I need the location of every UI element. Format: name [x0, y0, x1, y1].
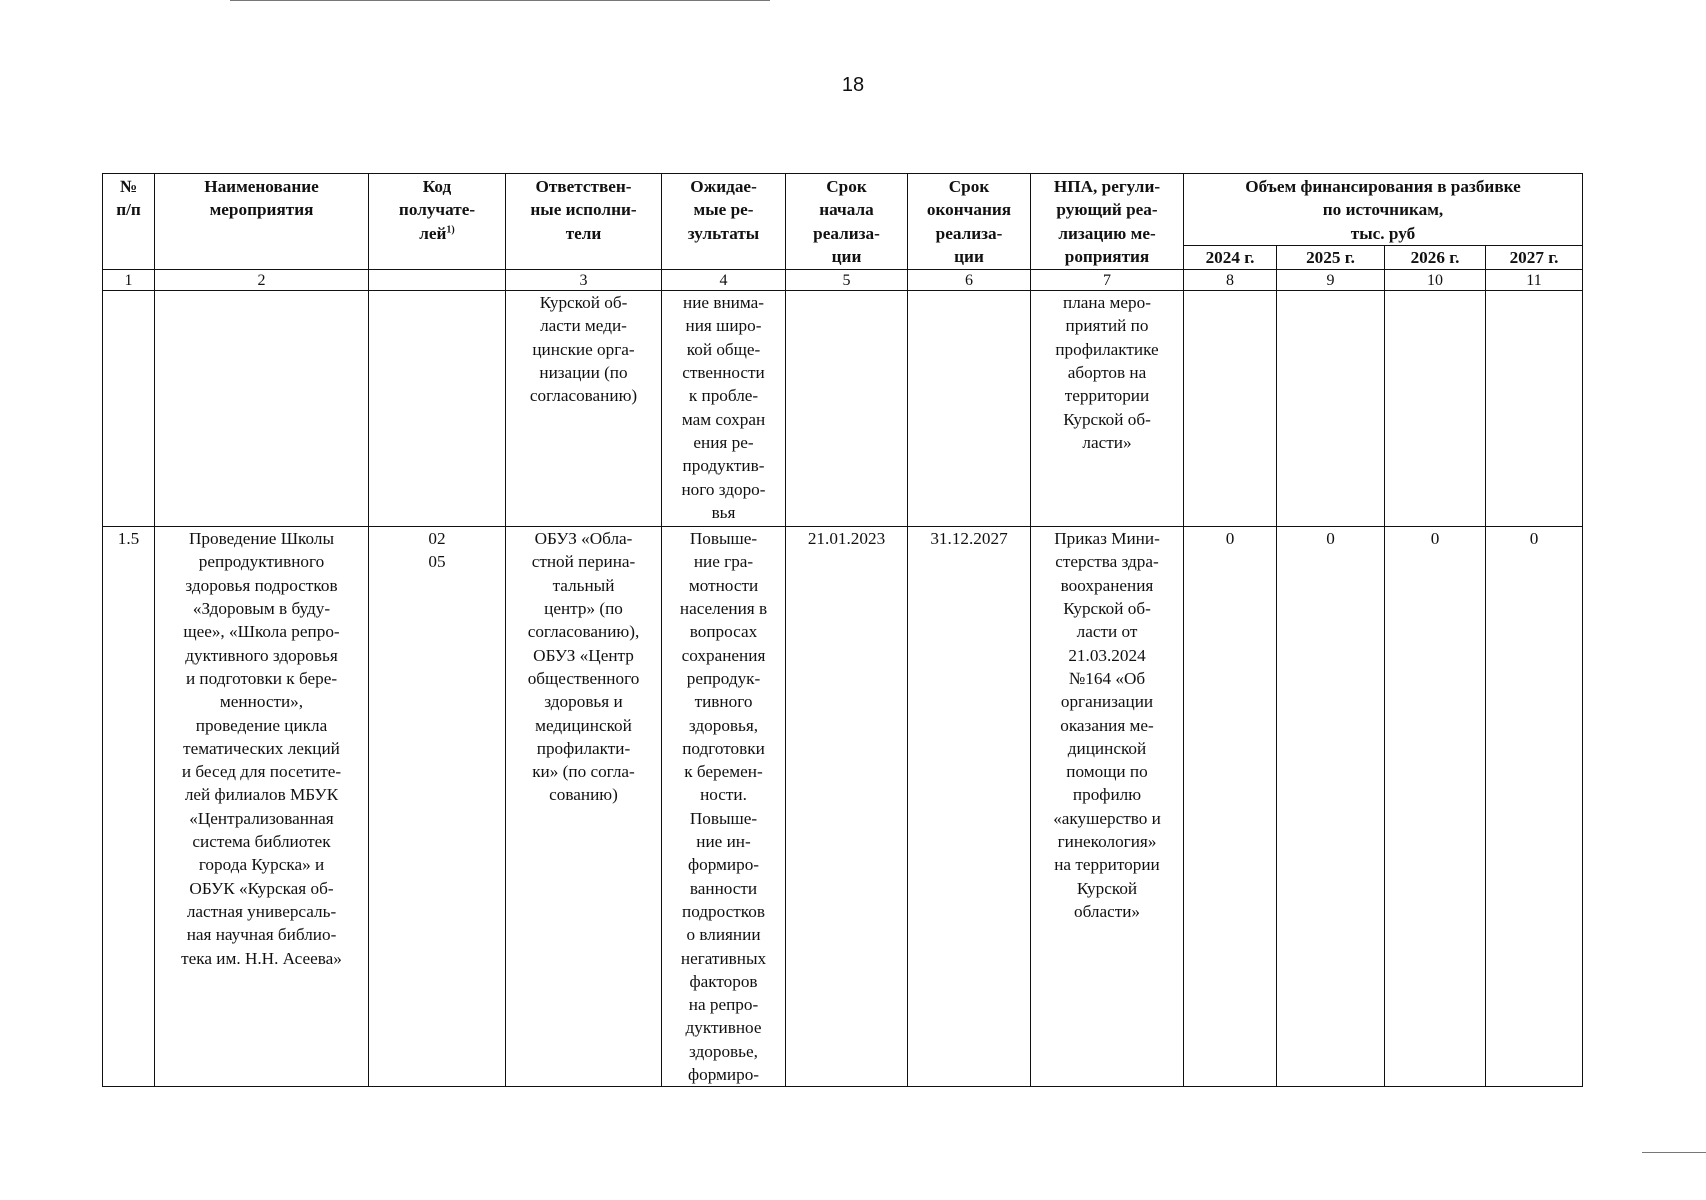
header-code-footnote: 1)	[446, 223, 455, 235]
header-year: 2027 г.	[1486, 245, 1583, 269]
scan-edge-line	[1642, 1152, 1706, 1153]
column-number: 6	[908, 270, 1031, 291]
activities-table	[102, 173, 1583, 1087]
column-number: 10	[1385, 270, 1486, 291]
header-start: Срок начала реализа- ции	[786, 174, 908, 270]
cell-finance: 0	[1184, 527, 1277, 1087]
cell-code	[369, 291, 506, 527]
column-number: 9	[1277, 270, 1385, 291]
header-year: 2024 г.	[1184, 245, 1277, 269]
cell-finance: 0	[1385, 527, 1486, 1087]
column-number: 8	[1184, 270, 1277, 291]
header-responsible: Ответствен- ные исполни- тели	[506, 174, 662, 270]
cell-code: 02 05	[369, 527, 506, 1087]
header-num: № п/п	[103, 174, 155, 270]
header-end: Срок окончания реализа- ции	[908, 174, 1031, 270]
cell-name: Проведение Школы репродуктивного здоровья подростков «Здоровым в буду- щее», «Школа репро- дуктивного здоровья и подготовки к бере- менности», проведение цикла тематических лекций и бесед для посетите- лей филиалов МБУК «Централизованная система библиотек города Курска» и ОБУК «Курская об- ластная универсаль- ная научная библио- тека им. Н.Н. Асеева»	[155, 527, 369, 1087]
column-number: 7	[1031, 270, 1184, 291]
header-row	[103, 174, 1583, 246]
column-number: 4	[662, 270, 786, 291]
column-number: 2	[155, 270, 369, 291]
column-number	[369, 270, 506, 291]
header-code	[369, 174, 506, 270]
cell-end: 31.12.2027	[908, 527, 1031, 1087]
table-row-continuation	[103, 291, 1583, 527]
header-name: Наименование мероприятия	[155, 174, 369, 270]
cell-finance: 0	[1277, 527, 1385, 1087]
column-number-row	[103, 270, 1583, 291]
cell-num: 1.5	[103, 527, 155, 1087]
cell-name	[155, 291, 369, 527]
column-number: 11	[1486, 270, 1583, 291]
cell-num	[103, 291, 155, 527]
header-year: 2026 г.	[1385, 245, 1486, 269]
column-number: 3	[506, 270, 662, 291]
cell-finance: 0	[1486, 527, 1583, 1087]
cell-results: Повыше- ние гра- мотности населения в вопросах сохранения репродук- тивного здоровья, подготовки к беремен- ности. Повыше- ние ин- формиро- ванности подростков о влиянии негативных факторов на репро- дуктивное здоровье, формиро-	[662, 527, 786, 1087]
cell-start: 21.01.2023	[786, 527, 908, 1087]
scan-edge-line	[230, 0, 770, 1]
column-number: 5	[786, 270, 908, 291]
cell-finance	[1486, 291, 1583, 527]
cell-finance	[1184, 291, 1277, 527]
header-year: 2025 г.	[1277, 245, 1385, 269]
cell-start	[786, 291, 908, 527]
cell-finance	[1385, 291, 1486, 527]
cell-responsible: ОБУЗ «Обла- стной перина- тальный центр» (по согласованию), ОБУЗ «Центр общественного здоровья и медицинской профилакти- ки» (по согла- сованию)	[506, 527, 662, 1087]
header-results: Ожидае- мые ре- зультаты	[662, 174, 786, 270]
header-finance: Объем финансирования в разбивке по источникам, тыс. руб	[1184, 174, 1583, 246]
table-row	[103, 527, 1583, 1087]
header-npa: НПА, регули- рующий реа- лизацию ме- роприятия	[1031, 174, 1184, 270]
cell-npa: плана меро- приятий по профилактике абортов на территории Курской об- ласти»	[1031, 291, 1184, 527]
cell-responsible: Курской об- ласти меди- цинские орга- низации (по согласованию)	[506, 291, 662, 527]
cell-results: ние внима- ния широ- кой обще- ственности к пробле- мам сохран ения ре- продуктив- ного здоро- вья	[662, 291, 786, 527]
header-code-text: Код получате- лей	[398, 177, 476, 243]
cell-npa: Приказ Мини- стерства здра- воохранения Курской об- ласти от 21.03.2024 №164 «Об организации оказания ме- дицинской помощи по профилю «акушерство и гинекология» на территории Курской области»	[1031, 527, 1184, 1087]
cell-end	[908, 291, 1031, 527]
column-number: 1	[103, 270, 155, 291]
page-number: 18	[841, 74, 865, 96]
cell-finance	[1277, 291, 1385, 527]
